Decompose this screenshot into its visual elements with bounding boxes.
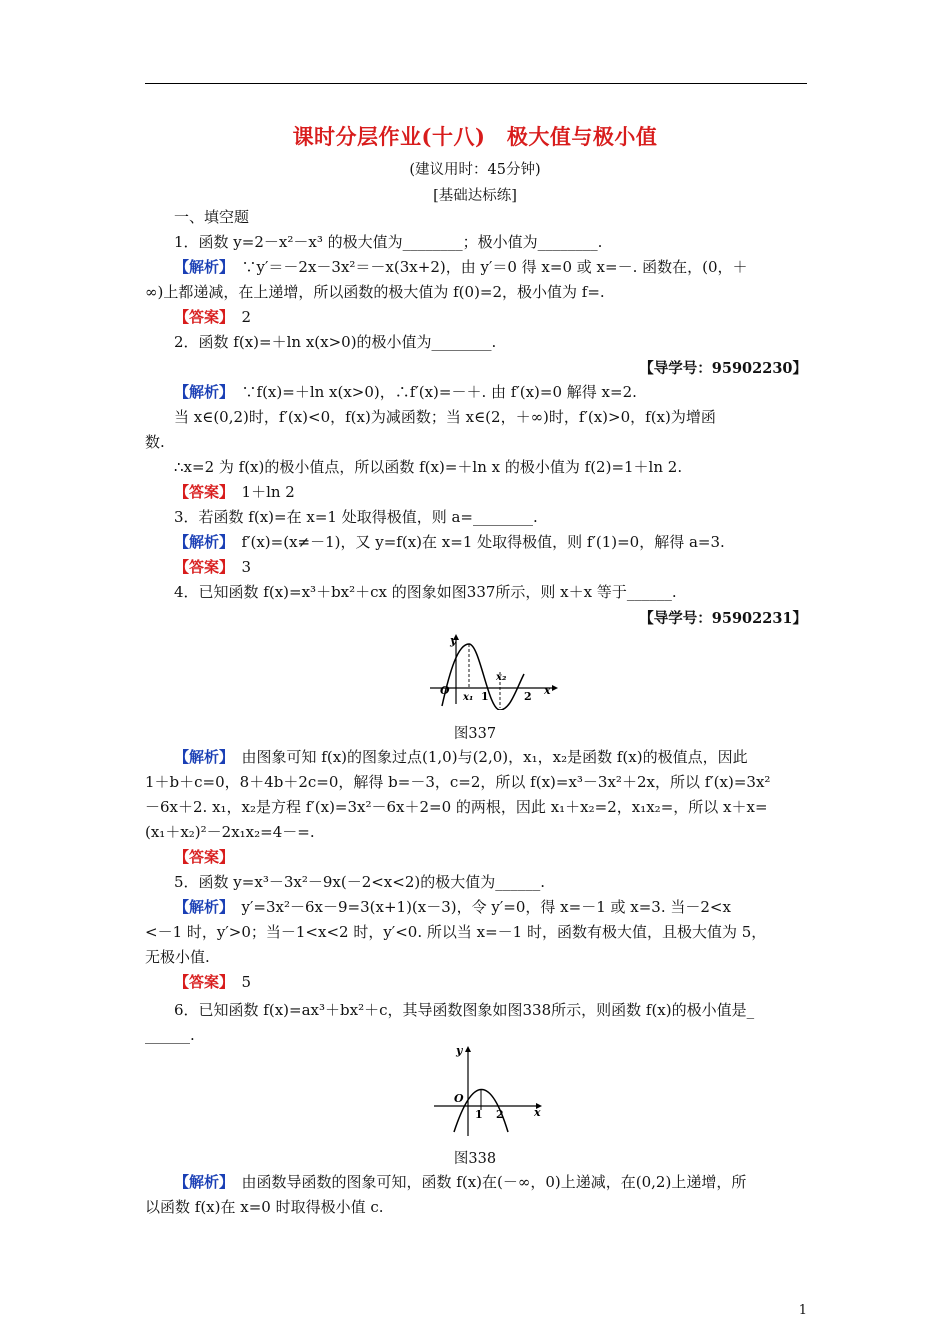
y-axis-arrow — [465, 1046, 471, 1052]
tick-2: 2 — [496, 1108, 504, 1121]
x-label: x — [544, 684, 551, 697]
analysis-1-cont: ∞)上都递减，在上递增，所以函数的极大值为 f(0)=2，极小值为 f=. — [145, 283, 605, 301]
origin-label: O — [454, 1092, 464, 1105]
question-2: 2．函数 f(x)=＋ln x(x>0)的极小值为________. — [174, 333, 497, 351]
analysis-3: 【解析】 f′(x)=(x≠－1)，又 y=f(x)在 x=1 处取得极值，则 f′(1)=0，解得 a=3. — [174, 533, 725, 551]
x-axis-arrow — [552, 685, 558, 691]
y-label: y — [456, 1044, 463, 1057]
analysis-1: 【解析】 ∵y′＝－2x－3x²＝－x(3x+2)，由 y′＝0 得 x=0 或 x=－. 函数在，(0，＋ — [174, 258, 748, 276]
tick-1: 1 — [475, 1108, 483, 1121]
analysis-5: 【解析】 y′=3x²－6x－9=3(x+1)(x－3)，令 y′=0，得 x=－1 或 x=3. 当－2<x — [174, 898, 731, 916]
answer-tag: 【答案】 — [174, 308, 227, 326]
x2-label: x₂ — [496, 672, 507, 683]
analysis-tag: 【解析】 — [174, 748, 227, 766]
analysis-6: 【解析】 由函数导函数的图象可知，函数 f(x)在(－∞，0)上递减，在(0,2)上递增，所 — [174, 1173, 747, 1191]
x1-label: x₁ — [463, 692, 474, 703]
subtitle: (建议用时：45分钟) — [409, 162, 541, 178]
analysis-4-cont2: －6x＋2. x₁，x₂是方程 f′(x)=3x²－6x＋2=0 的两根，因此 x₁＋x₂=2，x₁x₂=，所以 x＋x= — [145, 798, 768, 816]
page-title: 课时分层作业(十八) 极大值与极小值 — [292, 124, 658, 149]
x-label: x — [534, 1106, 541, 1119]
answer-tag: 【答案】 — [174, 973, 227, 991]
analysis-tag: 【解析】 — [174, 1173, 227, 1191]
y-label: y — [450, 634, 457, 647]
page-number: 1 — [798, 1303, 807, 1318]
analysis-2: 【解析】 ∵f(x)=＋ln x(x>0)，∴f′(x)=－＋. 由 f′(x)=0 解得 x=2. — [174, 383, 637, 401]
analysis-2-cont3: ∴x=2 为 f(x)的极小值点，所以函数 f(x)=＋ln x 的极小值为 f(2)=1＋ln 2. — [174, 458, 683, 476]
question-5: 5．函数 y=x³－3x²－9x(－2<x<2)的极大值为______. — [174, 873, 546, 891]
analysis-4-cont: 1＋b＋c=0，8＋4b＋2c=0，解得 b=－3，c=2，所以 f(x)=x³－3x²＋2x，所以 f′(x)=3x² — [145, 773, 771, 791]
figure-337 — [420, 630, 560, 710]
analysis-6-cont: 以函数 f(x)在 x=0 时取得极小值 c. — [145, 1198, 384, 1216]
analysis-4: 【解析】 由图象可知 f(x)的图象过点(1,0)与(2,0)，x₁，x₂是函数 f(x)的极值点，因此 — [174, 748, 748, 766]
answer-tag: 【答案】 — [174, 848, 235, 866]
answer-1: 【答案】 2 — [174, 308, 252, 326]
analysis-tag: 【解析】 — [174, 383, 227, 401]
analysis-5-cont: <－1 时，y′>0；当－1<x<2 时，y′<0. 所以当 x=－1 时，函数有极大值，且极大值为 5， — [145, 923, 767, 941]
question-1: 1．函数 y=2－x²－x³ 的极大值为________；极小值为________. — [174, 233, 603, 251]
guide-number-1: 【导学号：95902230】 — [639, 360, 807, 377]
tick-2: 2 — [524, 690, 532, 703]
section-label: [基础达标练] — [433, 188, 517, 204]
answer-tag: 【答案】 — [174, 483, 227, 501]
figure-338 — [428, 1042, 548, 1140]
origin-label: O — [440, 684, 450, 697]
analysis-tag: 【解析】 — [174, 533, 227, 551]
guide-number-2: 【导学号：95902231】 — [639, 610, 807, 627]
figure-338-caption: 图338 — [453, 1151, 497, 1167]
part-heading: 一、填空题 — [174, 208, 250, 226]
answer-tag: 【答案】 — [174, 558, 227, 576]
analysis-tag: 【解析】 — [174, 258, 227, 276]
question-4: 4．已知函数 f(x)=x³＋bx²＋cx 的图象如图337所示，则 x＋x 等于______. — [174, 583, 677, 601]
answer-4 — [174, 847, 234, 867]
analysis-2-cont: 当 x∈(0,2)时，f′(x)<0，f(x)为减函数；当 x∈(2，＋∞)时，f′(x)>0，f(x)为增函 — [174, 408, 716, 426]
analysis-2-cont2: 数. — [145, 433, 165, 451]
analysis-tag: 【解析】 — [174, 898, 227, 916]
answer-3: 【答案】 3 — [174, 558, 252, 576]
question-6: 6．已知函数 f(x)=ax³＋bx²＋c，其导函数图象如图338所示，则函数 f(x)的极小值是_ — [174, 1001, 755, 1019]
analysis-5-cont2: 无极小值. — [145, 948, 210, 966]
header-rule — [145, 83, 807, 84]
question-3: 3．若函数 f(x)=在 x=1 处取得极值，则 a=________. — [174, 508, 538, 526]
analysis-4-cont3: (x₁＋x₂)²－2x₁x₂=4－=. — [145, 823, 315, 841]
answer-2: 【答案】 1＋ln 2 — [174, 483, 295, 501]
answer-5: 【答案】 5 — [174, 973, 252, 991]
question-6-cont: ______. — [145, 1026, 195, 1044]
figure-337-caption: 图337 — [453, 726, 497, 742]
tick-1: 1 — [481, 690, 489, 703]
